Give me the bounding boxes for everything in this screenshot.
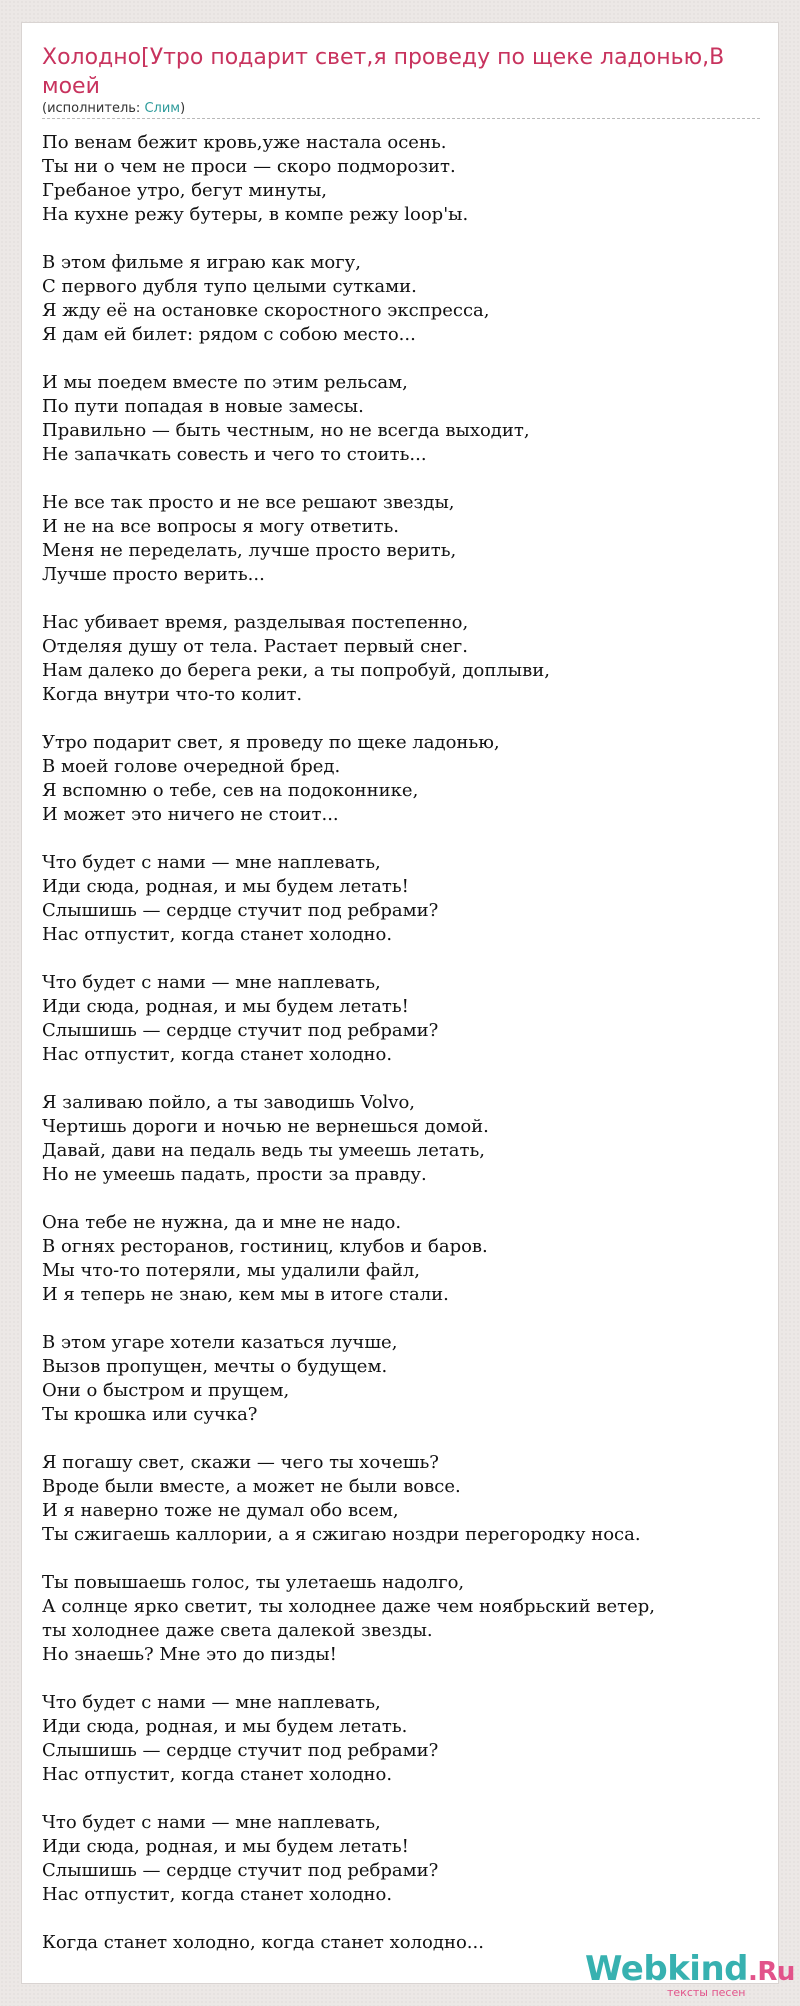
lyrics-line: По пути попадая в новые замесы. <box>42 396 364 417</box>
lyrics-line: В этом фильме я играю как могу, <box>42 252 361 273</box>
lyrics-line: Слышишь — сердце стучит под ребрами? <box>42 900 439 921</box>
lyrics-line: В огнях ресторанов, гостиниц, клубов и баров. <box>42 1236 488 1257</box>
lyrics-line: Слышишь — сердце стучит под ребрами? <box>42 1020 439 1041</box>
lyrics-line: Утро подарит свет, я проведу по щеке ладонью, <box>42 732 500 753</box>
lyrics-line: Слышишь — сердце стучит под ребрами? <box>42 1740 439 1761</box>
lyrics-card <box>21 22 795 1999</box>
lyrics-stanza <box>42 1091 762 1187</box>
lyrics-line: Иди сюда, родная, и мы будем летать! <box>42 996 409 1017</box>
lyrics-line: Нас отпустит, когда станет холодно. <box>42 1044 393 1065</box>
lyrics-line: Вызов пропущен, мечты о будущем. <box>42 1356 388 1377</box>
logo-word: Webkind <box>585 1949 748 1989</box>
lyrics-line: Ты повышаешь голос, ты улетаешь надолго, <box>42 1572 465 1593</box>
lyrics-stanza <box>42 971 762 1067</box>
lyrics-stanza <box>42 1451 762 1547</box>
lyrics-line: Ты сжигаешь каллории, а я сжигаю ноздри перегородку носа. <box>42 1524 641 1545</box>
lyrics-line: ты холоднее даже света далекой звезды. <box>42 1620 433 1641</box>
lyrics-stanza <box>42 731 762 827</box>
lyrics-stanza <box>42 1331 762 1427</box>
lyrics-line: Я погашу свет, скажи — чего ты хочешь? <box>42 1452 439 1473</box>
lyrics-line: По венам бежит кровь,уже настала осень. <box>42 132 447 153</box>
lyrics-line: Нас отпустит, когда станет холодно. <box>42 1884 393 1905</box>
artist-link[interactable]: Слим <box>144 101 181 116</box>
lyrics-line: Она тебе не нужна, да и мне не надо. <box>42 1212 402 1233</box>
lyrics-line: И не на все вопросы я могу ответить. <box>42 516 399 537</box>
lyrics-stanza <box>42 131 762 227</box>
lyrics-line: Когда внутри что-то колит. <box>42 684 303 705</box>
artist-suffix: ) <box>180 101 186 116</box>
lyrics-line: Ты ни о чем не проси — скоро подморозит. <box>42 156 456 177</box>
lyrics-line: Отделяя душу от тела. Растает первый снег. <box>42 636 468 657</box>
lyrics-line: Слышишь — сердце стучит под ребрами? <box>42 1860 439 1881</box>
lyrics-line: И мы поедем вместе по этим рельсам, <box>42 372 408 393</box>
lyrics-line: Что будет с нами — мне наплевать, <box>42 1692 381 1713</box>
lyrics-line: Когда станет холодно, когда станет холодно... <box>42 1932 484 1953</box>
lyrics-stanza <box>42 1571 762 1667</box>
lyrics-line: Нас отпустит, когда станет холодно. <box>42 1764 393 1785</box>
site-logo[interactable] <box>585 1949 795 2001</box>
lyrics-line: Вроде были вместе, а может не были вовсе. <box>42 1476 461 1497</box>
lyrics-line: Я жду её на остановке скоростного экспресса, <box>42 300 490 321</box>
lyrics-line: Давай, дави на педаль ведь ты умеешь летать, <box>42 1140 486 1161</box>
lyrics-line: И я наверно тоже не думал обо всем, <box>42 1500 399 1521</box>
lyrics-line: Что будет с нами — мне наплевать, <box>42 852 381 873</box>
lyrics-stanza <box>42 251 762 347</box>
lyrics-text <box>42 131 762 1979</box>
artist-line <box>42 101 760 119</box>
lyrics-line: Что будет с нами — мне наплевать, <box>42 972 381 993</box>
lyrics-stanza <box>42 371 762 467</box>
lyrics-line: Что будет с нами — мне наплевать, <box>42 1812 381 1833</box>
lyrics-line: Не все так просто и не все решают звезды, <box>42 492 455 513</box>
lyrics-line: Нам далеко до берега реки, а ты попробуй, доплыви, <box>42 660 550 681</box>
lyrics-line: Ты крошка или сучка? <box>42 1404 258 1425</box>
lyrics-line: Иди сюда, родная, и мы будем летать! <box>42 876 409 897</box>
logo-subtitle: тексты песен <box>667 1986 746 1999</box>
lyrics-stanza <box>42 491 762 587</box>
artist-prefix: (исполнитель: <box>42 101 145 116</box>
lyrics-line: Мы что-то потеряли, мы удалили файл, <box>42 1260 420 1281</box>
lyrics-stanza <box>42 1811 762 1907</box>
lyrics-line: Они о быстром и прущем, <box>42 1380 290 1401</box>
lyrics-line: Лучше просто верить... <box>42 564 265 585</box>
lyrics-line: Но не умеешь падать, прости за правду. <box>42 1164 427 1185</box>
lyrics-line: Правильно — быть честным, но не всегда выходит, <box>42 420 530 441</box>
lyrics-line: И я теперь не знаю, кем мы в итоге стали. <box>42 1284 449 1305</box>
lyrics-line: С первого дубля тупо целыми сутками. <box>42 276 417 297</box>
lyrics-line: Гребаное утро, бегут минуты, <box>42 180 328 201</box>
lyrics-line: Не запачкать совесть и чего то стоить... <box>42 444 427 465</box>
lyrics-line: В этом угаре хотели казаться лучше, <box>42 1332 398 1353</box>
lyrics-line: В моей голове очередной бред. <box>42 756 341 777</box>
lyrics-line: Чертишь дороги и ночью не вернешься домой. <box>42 1116 489 1137</box>
lyrics-line: И может это ничего не стоит... <box>42 804 339 825</box>
lyrics-line: На кухне режу бутеры, в компе режу loop'ы. <box>42 204 469 225</box>
lyrics-line: Нас отпустит, когда станет холодно. <box>42 924 393 945</box>
lyrics-line: А солнце ярко светит, ты холоднее даже чем ноябрьский ветер, <box>42 1596 655 1617</box>
song-title: Холодно[Утро подарит свет,я проведу по щеке ладонью,В моей <box>42 45 725 99</box>
lyrics-line: Я вспомню о тебе, сев на подоконнике, <box>42 780 419 801</box>
lyrics-line: Иди сюда, родная, и мы будем летать! <box>42 1836 409 1857</box>
lyrics-stanza <box>42 611 762 707</box>
lyrics-stanza <box>42 1691 762 1787</box>
lyrics-line: Но знаешь? Мне это до пизды! <box>42 1644 337 1665</box>
lyrics-line: Я дам ей билет: рядом с собою место... <box>42 324 416 345</box>
lyrics-stanza <box>42 851 762 947</box>
lyrics-line: Меня не переделать, лучше просто верить, <box>42 540 457 561</box>
lyrics-line: Иди сюда, родная, и мы будем летать. <box>42 1716 408 1737</box>
lyrics-line: Нас убивает время, разделывая постепенно, <box>42 612 469 633</box>
lyrics-line: Я заливаю пойло, а ты заводишь Volvo, <box>42 1092 416 1113</box>
logo-tld: .Ru <box>748 1957 795 1987</box>
lyrics-stanza <box>42 1211 762 1307</box>
